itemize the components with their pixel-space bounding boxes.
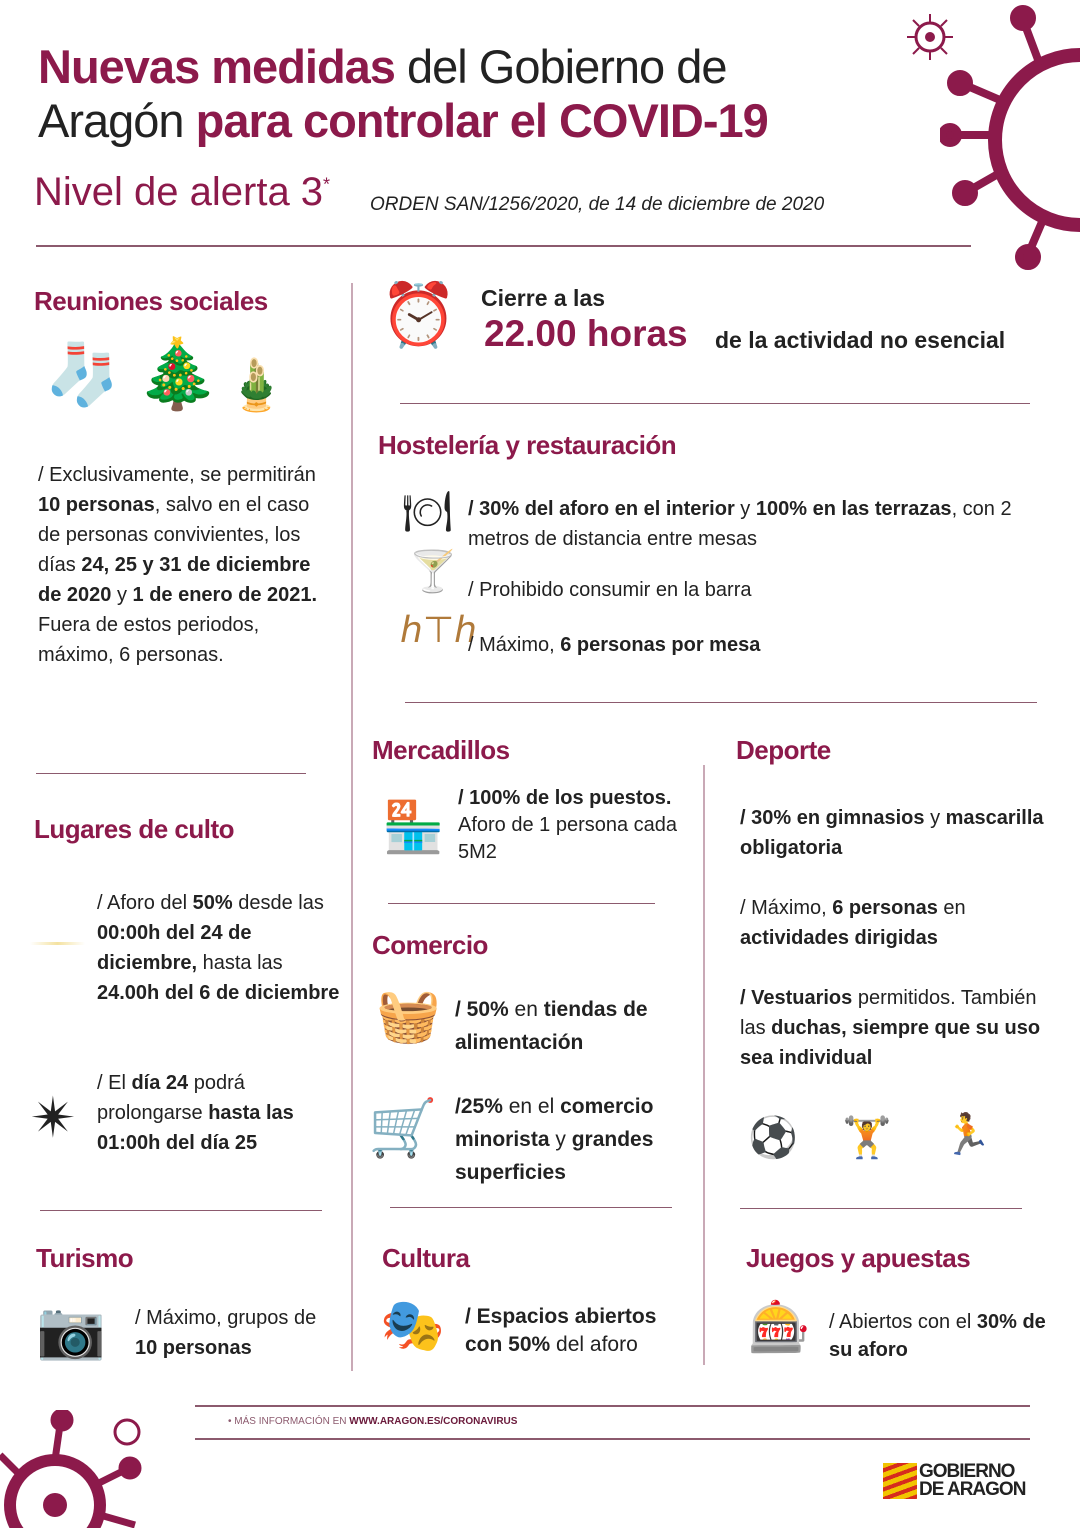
bold-text: Nuevas medidas: [38, 40, 395, 93]
bold-text: 10 personas: [135, 1337, 252, 1359]
alert-level-text: Nivel de alerta 3: [34, 170, 324, 214]
soccer-ball-icon: ⚽: [748, 1116, 798, 1160]
text: / Máximo, grupos de: [135, 1307, 317, 1329]
bold-text: actividades dirigidas: [740, 927, 938, 949]
divider: [195, 1438, 1030, 1440]
divider: [390, 1207, 672, 1208]
text: y: [924, 807, 946, 829]
comercio-item: [455, 993, 695, 1059]
bold-text: hasta las 01:00h del día 25: [97, 1102, 294, 1154]
bold-text: 50%: [192, 892, 233, 914]
divider: [40, 1210, 322, 1211]
culto-text-2: [97, 1068, 347, 1158]
shopping-cart-icon: 🛒: [368, 1096, 438, 1159]
text: / Máximo,: [468, 634, 561, 656]
divider: [195, 1405, 1030, 1407]
market-stall-icon: 🏪: [382, 799, 445, 855]
text: del aforo: [550, 1333, 638, 1356]
section-title-mercadillos: Mercadillos: [372, 735, 510, 765]
text: / Aforo del: [97, 892, 193, 914]
closing-label: Cierre a las: [481, 285, 606, 311]
closing-time: 22.00 horas: [484, 313, 688, 354]
virus-decoration-bottom-icon: [0, 1410, 160, 1528]
alarm-clock-icon: ⏰: [380, 281, 458, 350]
bold-text: 10 personas: [38, 494, 155, 516]
bold-text: comercio minorista: [455, 1095, 654, 1151]
bold-text: 100% en las terrazas: [755, 498, 952, 520]
text: / Máximo,: [740, 897, 833, 919]
cloche-icon: 🍽: [402, 490, 453, 534]
bold-text: 30% de su aforo: [829, 1311, 1046, 1361]
order-reference: ORDEN SAN/1256/2020, de 14 de diciembre de 2020: [370, 194, 825, 215]
culto-text-1: [97, 888, 347, 1008]
title-line-2: [38, 94, 768, 148]
cocktail-icon: 🍸: [408, 550, 458, 594]
bold-text: / 100% de los puestos.: [458, 787, 672, 809]
christmas-tree-icon: 🎄: [135, 336, 220, 412]
hosteleria-item: [468, 494, 1038, 554]
camera-icon: 📷: [36, 1298, 106, 1361]
text: / Prohibido consumir en la barra: [468, 579, 752, 601]
theater-masks-icon: 🎭: [380, 1297, 445, 1355]
text: hasta las: [197, 952, 283, 974]
title-line-1: [38, 40, 768, 94]
divider: [405, 702, 1037, 703]
bold-text: 6 personas por mesa: [560, 634, 761, 656]
text: en: [937, 897, 966, 919]
deporte-item: [740, 983, 1060, 1073]
cultura-text: [465, 1303, 695, 1359]
bold-text: / Espacios abiertos con 50%: [465, 1305, 657, 1356]
divider: [388, 903, 655, 904]
alert-asterisk: *: [323, 174, 331, 195]
text: Aforo de 1 persona cada 5M2: [458, 814, 678, 863]
bold-text: para controlar el COVID-19: [195, 94, 768, 147]
small-virus-icon: [905, 12, 955, 62]
bold-text: tiendas de alimentación: [455, 998, 648, 1054]
virus-decoration-icon: [940, 0, 1080, 270]
bold-text: 1 de enero de 2021.: [132, 584, 318, 606]
text: y: [549, 1128, 572, 1151]
bold-text: / Vestuarios: [740, 987, 853, 1009]
text: Fuera de estos periodos, máximo, 6 personas.: [38, 614, 260, 666]
hosteleria-item: [468, 575, 1038, 605]
logo-line-2: DE ARAGON: [919, 1479, 1026, 1500]
poker-chips-icon: 🎰: [748, 1299, 811, 1355]
text: Aragón: [38, 94, 196, 147]
comercio-item: [455, 1090, 700, 1189]
bold-text: mascarilla obligatoria: [740, 807, 1044, 859]
bold-text: duchas, siempre que su uso sea individual: [740, 1017, 1041, 1069]
section-title-comercio: Comercio: [372, 930, 488, 960]
table-icon: ℎ⊤ℎ: [400, 609, 477, 650]
text: , con 2 metros de distancia entre mesas: [468, 498, 1012, 550]
section-title-cultura: Cultura: [382, 1243, 470, 1273]
bold-text: 24, 25 y 31 de diciembre de 2020: [38, 554, 311, 606]
column-divider: [351, 283, 353, 1371]
divider: [36, 773, 306, 774]
divider: [36, 245, 971, 247]
mercadillos-text: [458, 785, 688, 866]
bold-text: 6 personas: [832, 897, 938, 919]
divider: [400, 403, 1030, 404]
logo-line-1: GOBIERNO: [919, 1461, 1015, 1482]
glow-icon: [30, 942, 85, 945]
bold-text: / 30% en gimnasios: [740, 807, 925, 829]
page-title: [38, 40, 768, 148]
bold-text: /25%: [455, 1095, 503, 1118]
basket-icon: 🧺: [376, 987, 441, 1045]
closing-text: de la actividad no esencial: [715, 327, 1006, 353]
text: del Gobierno de: [394, 40, 727, 93]
turismo-text: [135, 1303, 335, 1363]
bold-text: 24.00h del 6 de diciembre: [97, 982, 340, 1004]
text: / El: [97, 1072, 132, 1094]
text: en: [508, 998, 544, 1021]
more-info: • MÁS INFORMACIÓN EN WWW.ARAGON.ES/CORONAVIRUS: [228, 1416, 518, 1427]
more-info-label: MÁS INFORMACIÓN EN: [234, 1416, 350, 1427]
reuniones-text: [38, 460, 318, 670]
text: y: [734, 498, 756, 520]
section-title-turismo: Turismo: [36, 1243, 134, 1273]
deporte-item: [740, 803, 1060, 863]
runner-icon: 🏃: [942, 1113, 992, 1157]
section-title-reuniones: Reuniones sociales: [34, 286, 268, 316]
alert-level: [34, 170, 330, 215]
juegos-text: [829, 1308, 1049, 1364]
ornaments-icon: 🎍: [225, 357, 288, 413]
text: podrá prolongarse: [97, 1072, 245, 1124]
column-divider: [703, 765, 705, 1365]
section-title-juegos: Juegos y apuestas: [746, 1243, 971, 1273]
more-info-link[interactable]: WWW.ARAGON.ES/CORONAVIRUS: [349, 1416, 518, 1427]
bold-text: / 30% del aforo en el interior: [468, 498, 735, 520]
text: desde las: [232, 892, 324, 914]
text: permitidos. También las: [740, 987, 1037, 1039]
section-title-deporte: Deporte: [736, 735, 831, 765]
weightlifter-icon: 🏋: [842, 1116, 892, 1160]
divider: [740, 1208, 1022, 1209]
star-icon: ✴: [30, 1086, 77, 1149]
stocking-icon: 🧦: [45, 341, 120, 408]
gobierno-aragon-logo: [883, 1463, 1025, 1499]
text: / Abiertos con el: [829, 1311, 977, 1333]
section-title-culto: Lugares de culto: [34, 814, 235, 844]
bold-text: / 50%: [455, 998, 509, 1021]
bold-text: 00:00h del 24 de diciembre,: [97, 922, 252, 974]
deporte-item: [740, 893, 1060, 953]
text: / Exclusivamente, se permitirán: [38, 464, 316, 486]
section-title-hosteleria: Hostelería y restauración: [378, 430, 677, 460]
bold-text: día 24: [131, 1072, 189, 1094]
aragon-flag-icon: [883, 1463, 917, 1499]
hosteleria-item: [468, 630, 1038, 660]
bold-text: grandes superficies: [455, 1128, 654, 1184]
text: , salvo en el caso de personas convivientes, los días: [38, 494, 310, 576]
text: en el: [502, 1095, 561, 1118]
text: y: [111, 584, 133, 606]
